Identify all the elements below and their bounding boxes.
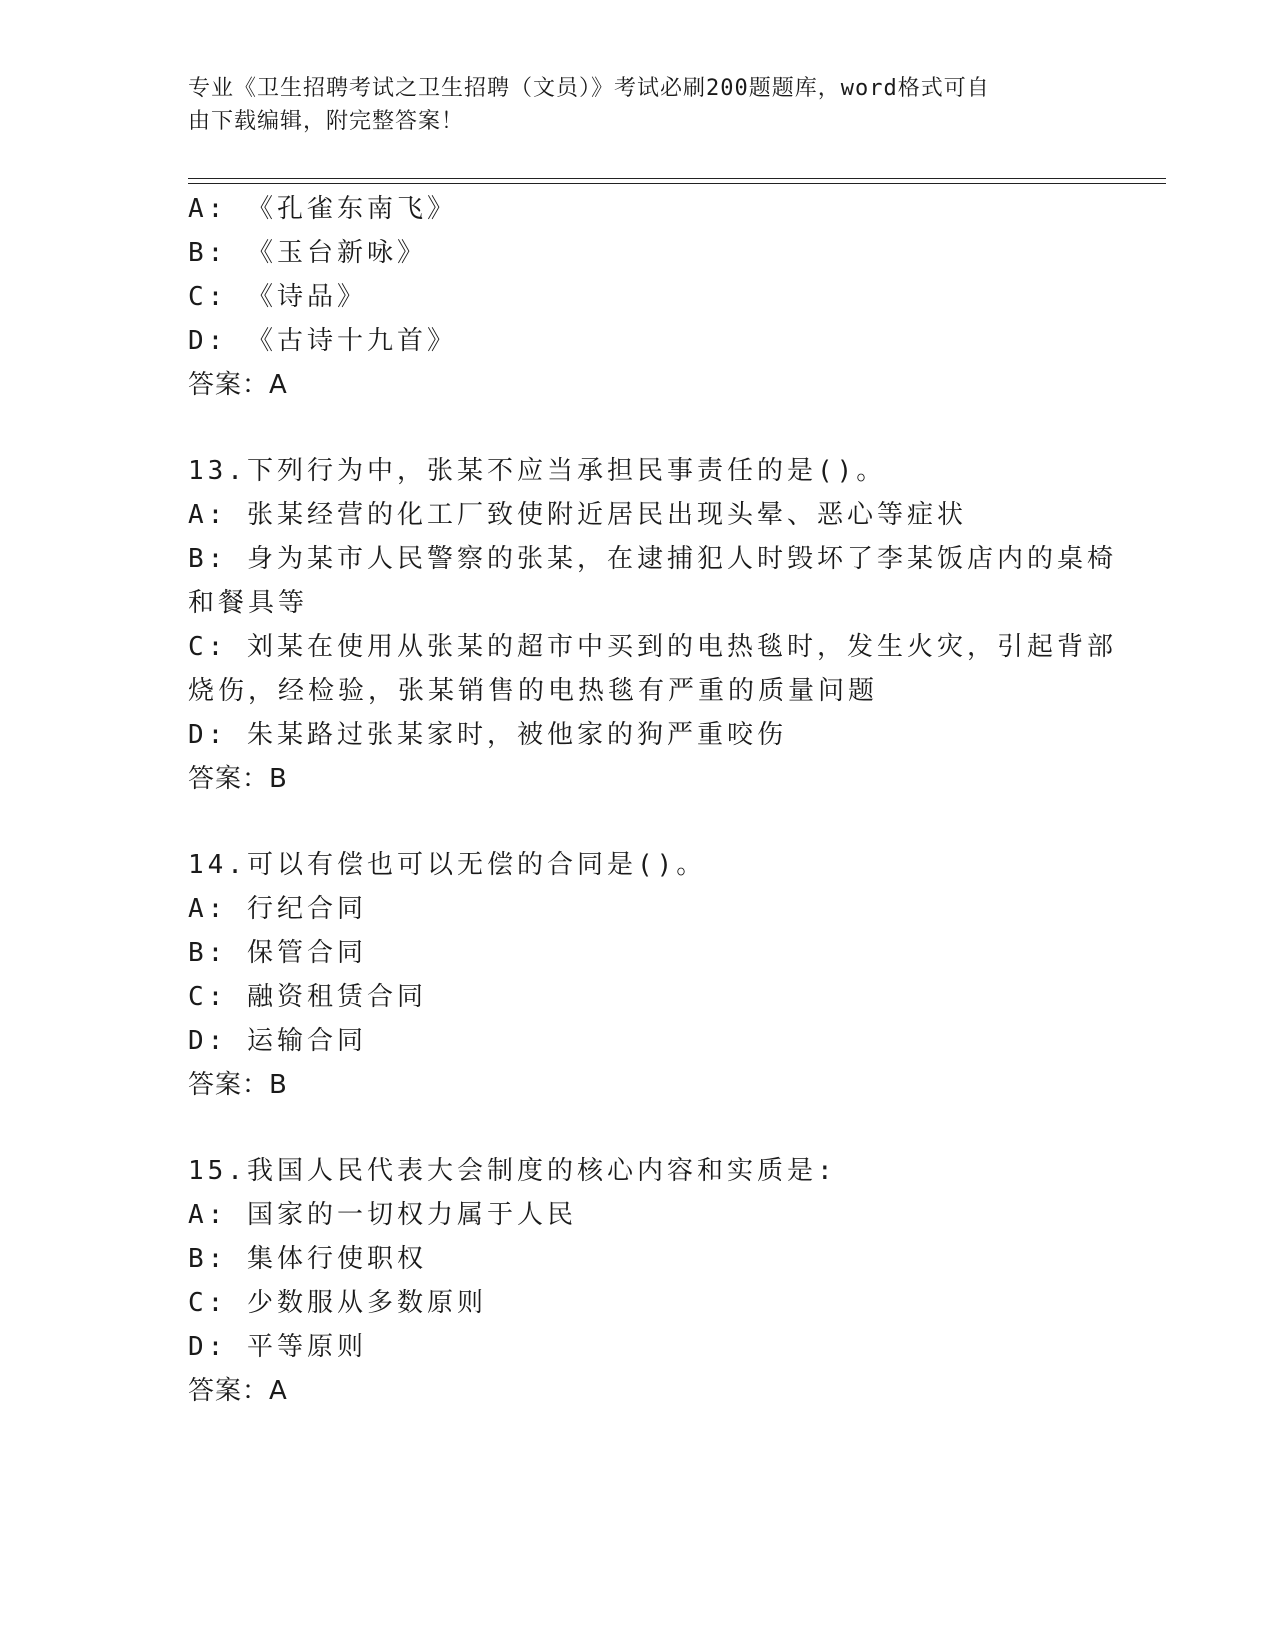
q13-option-b: B: 身为某市人民警察的张某，在逮捕犯人时毁坏了李某饭店内的桌椅 bbox=[188, 544, 1117, 574]
q12-option-d: D: 《古诗十九首》 bbox=[188, 326, 457, 356]
header-divider-top bbox=[188, 178, 1166, 179]
q15-option-a: A: 国家的一切权力属于人民 bbox=[188, 1200, 577, 1230]
document-header bbox=[188, 72, 1088, 138]
q15-option-b: B: 集体行使职权 bbox=[188, 1244, 427, 1274]
q15-question: 15.我国人民代表大会制度的核心内容和实质是: bbox=[188, 1156, 837, 1186]
q13-question: 13.下列行为中，张某不应当承担民事责任的是()。 bbox=[188, 456, 887, 486]
q14-option-b: B: 保管合同 bbox=[188, 938, 367, 968]
q13-option-c: C: 刘某在使用从张某的超市中买到的电热毯时，发生火灾，引起背部 bbox=[188, 632, 1117, 662]
q14-question: 14.可以有偿也可以无偿的合同是()。 bbox=[188, 850, 707, 880]
q14-answer: 答案：B bbox=[188, 1070, 288, 1100]
q12-option-b: B: 《玉台新咏》 bbox=[188, 238, 427, 268]
q14-option-a: A: 行纪合同 bbox=[188, 894, 367, 924]
q14-option-c: C: 融资租赁合同 bbox=[188, 982, 427, 1012]
q13-option-b-cont: 和餐具等 bbox=[188, 588, 309, 618]
q15-answer: 答案：A bbox=[188, 1376, 288, 1406]
header-divider-bottom bbox=[188, 183, 1166, 184]
q13-option-c-cont: 烧伤，经检验，张某销售的电热毯有严重的质量问题 bbox=[188, 676, 879, 706]
q13-option-a: A: 张某经营的化工厂致使附近居民出现头晕、恶心等症状 bbox=[188, 500, 967, 530]
q12-option-a: A: 《孔雀东南飞》 bbox=[188, 194, 457, 224]
q15-option-c: C: 少数服从多数原则 bbox=[188, 1288, 487, 1318]
q12-answer: 答案：A bbox=[188, 370, 288, 400]
q14-option-d: D: 运输合同 bbox=[188, 1026, 367, 1056]
q15-option-d: D: 平等原则 bbox=[188, 1332, 367, 1362]
q13-option-d: D: 朱某路过张某家时，被他家的狗严重咬伤 bbox=[188, 720, 787, 750]
header-line-2: 由下载编辑，附完整答案！ bbox=[188, 109, 465, 134]
q13-answer: 答案：B bbox=[188, 764, 288, 794]
q12-option-c: C: 《诗品》 bbox=[188, 282, 367, 312]
header-line-1: 专业《卫生招聘考试之卫生招聘（文员）》考试必刷200题题库，word格式可自 bbox=[188, 76, 990, 101]
